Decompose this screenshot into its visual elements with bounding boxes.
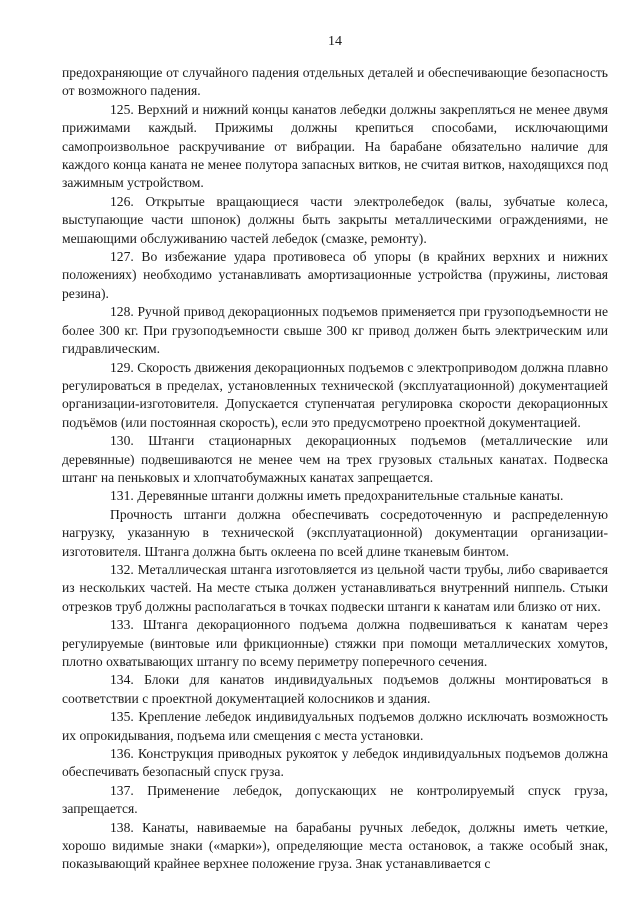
paragraph-135: 135. Крепление лебедок индивидуальных подъемов должно исключать возможность их опрокидывания, подъема или смещения с места установки. xyxy=(62,709,608,743)
paragraph-129: 129. Скорость движения декорационных подъемов с электроприводом должна плавно регулироваться в пределах, установленных технической (эксплуатационной) документацией организации-изготовителя. Допускается ступенчатая регулировка скорости декорационных подъёмов (или постоянная скорость), если это предусмотрено проектной документацией. xyxy=(62,359,608,430)
paragraph-127: 127. Во избежание удара противовеса об упоры (в крайних верхних и нижних положениях) необходимо устанавливать амортизационные устройства (пружины, листовая резина). xyxy=(62,249,608,301)
paragraph-131-strength: Прочность штанги должна обеспечивать сосредоточенную и распределенную нагрузку, указанную в технической (эксплуатационной) документации организации-изготовителя. Штанга должна быть оклеена по всей длине тканевым бинтом. xyxy=(62,506,608,559)
paragraph-134: 134. Блоки для канатов индивидуальных подъемов должны монтироваться в соответствии с проектной документацией колосников и здания. xyxy=(62,672,608,706)
paragraph-138: 138. Канаты, навиваемые на барабаны ручных лебедок, должны иметь четкие, хорошо видимые знаки («марки»), определяющие места остановок, а также особый знак, показывающий крайнее верхнее положение груза. Знак устанавливается с xyxy=(62,819,608,872)
paragraph-126: 126. Открытые вращающиеся части электролебедок (валы, зубчатые колеса, выступающие части шпонок) должны быть закрыты металлическими ограждениями, не мешающими обслуживанию частей лебедок (смазке, ремонту). xyxy=(62,193,608,246)
paragraph-continuation: предохраняющие от случайного падения отдельных деталей и обеспечивающие безопасность от возможного падения. xyxy=(62,65,608,99)
paragraph-125: 125. Верхний и нижний концы канатов лебедки должны закрепляться не менее двумя прижимами каждый. Прижимы должны крепиться способами, исключающими самопроизвольное раскручивание от вибрации. На барабане обязательно наличие для каждого конца каната не менее полутора запасных витков, не считая витков, находящихся под зажимным устройством. xyxy=(62,101,608,191)
paragraph-131: 131. Деревянные штанги должны иметь предохранительные стальные канаты. xyxy=(110,488,564,504)
page-number: 14 xyxy=(328,34,342,49)
paragraph-133: 133. Штанга декорационного подъема должна подвешиваться к канатам через регулируемые (винтовые или фрикционные) стяжки при помощи металлических хомутов, плотно охватывающих штангу по всему периметру поперечного сечения. xyxy=(62,617,608,669)
paragraph-132: 132. Металлическая штанга изготовляется из цельной части трубы, либо сваривается из нескольких частей. На месте стыка должен устанавливаться внутренний ниппель. Стыки отрезков труб должны располагаться в точках подвески штанги к канатам или близко от них. xyxy=(62,561,608,614)
paragraph-137: 137. Применение лебедок, допускающих не контролируемый спуск груза, запрещается. xyxy=(62,782,608,817)
paragraph-128: 128. Ручной привод декорационных подъемов применяется при грузоподъемности не более 300 кг. При грузоподъемности свыше 300 кг привод должен быть электрическим или гидравлическим. xyxy=(62,304,608,357)
paragraph-130: 130. Штанги стационарных декорационных подъемов (металлические или деревянные) подвешиваются не менее чем на трех грузовых стальных канатах. Подвеска штанг на пеньковых и хлопчатобумажных канатах запрещается. xyxy=(62,433,608,485)
paragraph-136: 136. Конструкция приводных рукояток у лебедок индивидуальных подъемов должна обеспечивать безопасный спуск груза. xyxy=(62,746,608,780)
